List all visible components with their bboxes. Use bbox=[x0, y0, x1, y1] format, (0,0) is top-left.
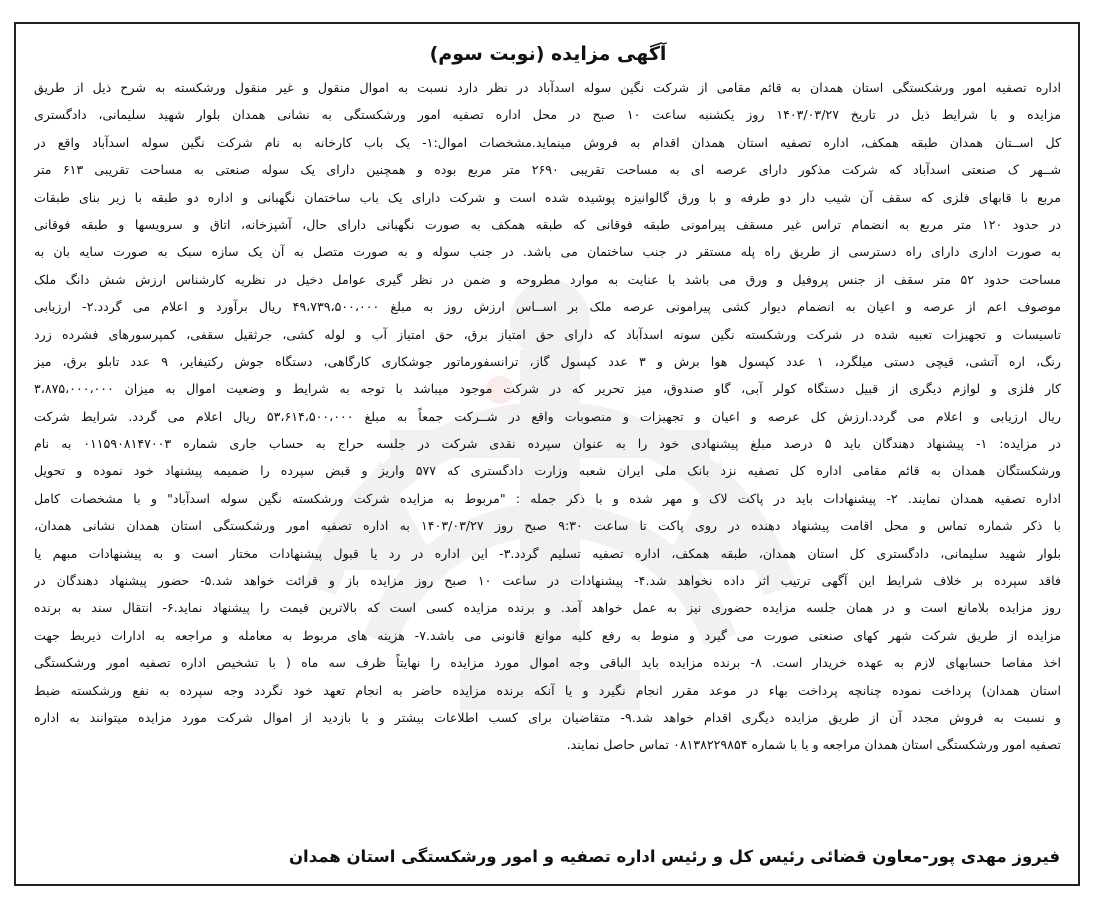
notice-line: مربع با قابهای فلزی که سقف آن شیب دار دو طرفه و با ورق گالوانیزه پوشیده شده است و شرکت دارای یک باب ساختمان نگهبانی و اداره دو طبقه با زیر بنای طبقات bbox=[34, 189, 1061, 205]
notice-line: روز مزایده بلامانع است و در همان جلسه مزایده حضوری نیز به عمل خواهد آمد. و برنده مزایده کسی است که بالاترین قیمت را پیشنهاد نماید.۶- انتقال سند به برنده bbox=[34, 600, 1061, 616]
notice-line: کل اســتان همدان طبقه همکف، اداره تصفیه استان همدان اقدام به فروش مینماید.مشخصات اموال:۱- یک باب کارخانه به نام شرکت نگین سوله اسدآباد واقع در bbox=[34, 134, 1061, 150]
notice-line: در حدود ۱۲۰ متر مربع به انضمام تراس غیر مسقف پیرامونی طبقه فوقانی که طبقه همکف به صورت نگهبانی دارای حال، آشپزخانه، اتاق و سرویسها و طبقه فوقانی bbox=[34, 216, 1061, 232]
notice-signature: فیروز مهدی پور-معاون قضائی رئیس کل و رئیس اداره تصفیه و امور ورشکستگی استان همدان bbox=[288, 847, 1060, 866]
notice-line: اداره تصفیه امور ورشکستگی استان همدان به قائم مقامی از شرکت نگین سوله اسدآباد در نظر دارد نسبت به اموال منقول و غیر منقول ورشکسته به شرح ذیل از طریق bbox=[34, 80, 1061, 95]
notice-line: شــهر ک صنعتی اسدآباد که شرکت مذکور دارای عرصه ای به مساحت تقریبی ۲۶۹۰ متر مربع بوده و همچنین دارای یک سوله صنعتی به مساحت تقریبی ۶۱۳ متر bbox=[34, 162, 1061, 178]
notice-line: به صورت اداری دارای راه دسترسی از طریق راه پله مستقر در جنب ساختمان می باشد. در جنب سوله و به صورت متصل به آن یک سازه سبک به صورت سایه بان به bbox=[34, 244, 1061, 260]
notice-line: فاقد سپرده بر خلاف شرایط این آگهی ترتیب اثر داده نخواهد شد.۴- پیشنهادات در ساعت ۱۰ صبح روز مزایده باز و قرائت خواهد شد.۵- حضور پیشنهاد دهندگان در bbox=[34, 573, 1061, 589]
notice-body bbox=[34, 74, 1061, 759]
notice-line: موصوف اعم از عرصه و اعیان به انضمام دیوار کشی پیرامونی عرصه ملک بر اســاس ارزش روز به مبلغ ۴۹،۷۳۹،۵۰۰،۰۰۰ ریال برآورد و اعلام می گردد.۲- ارزیابی bbox=[34, 299, 1061, 315]
notice-line: مزایده و با شرایط ذیل در تاریخ ۱۴۰۳/۰۳/۲۷ روز یکشنبه ساعت ۱۰ صبح در محل اداره تصفیه امور ورشکستگی به نشانی همدان بلوار شهید سلیمانی، دادگستری bbox=[34, 107, 1061, 123]
notice-title: آگهی مزایده (نوبت سوم) bbox=[429, 43, 667, 65]
notice-line: ریال ارزیابی و اعلام می گردد.ارزش کل عرصه و اعیان و تجهیزات و منصوبات واقع در شــرکت جمعاً به مبلغ ۵۳،۶۱۴،۵۰۰،۰۰۰ ریال اعلام می گردد. شرایط شرکت bbox=[34, 408, 1061, 424]
notice-line: کار فلزی و لوازم دیگری از قبیل دستگاه کولر آبی، گاو صندوق، میز تحریر که در شرکت موجود میباشد با توجه به شرایط و وضعیت اموال به میزان ۳،۸۷۵،۰۰۰،۰۰۰ bbox=[34, 381, 1061, 397]
notice-line: بلوار شهید سلیمانی، دادگستری کل استان همدان، طبقه همکف، اداره تصفیه تسلیم گردد.۳- این اداره در رد یا قبول پیشنهادات مختار است و به پیشنهادات مبهم یا bbox=[34, 545, 1061, 561]
notice-line: تاسیسات و تجهیزات تعبیه شده در شرکت ورشکسته نگین سونه اسدآباد که دارای حق امتیاز برق، حق امتیاز آب و لوله کشی، جرثقیل سقفی، کمپرسورهای فشرده زرد bbox=[34, 326, 1061, 342]
notice-line: با ذکر شماره تماس و محل اقامت پیشنهاد دهنده در روی پاکت تا ساعت ۹:۳۰ صبح روز ۱۴۰۳/۰۳/۲۷ به اداره تصفیه امور ورشکستگی استان همدان نشانی همدان، bbox=[34, 518, 1061, 534]
notice-line: اخذ مفاصا حسابهای لازم به عهده خریدار است. ۸- برنده مزایده باید الباقی وجه اموال مورد مزایده را نهایتاً ظرف سه ماه ( با تشخیص اداره تصفیه امور ورشکستگی bbox=[34, 655, 1061, 671]
notice-line: ورشکستگان همدان به قائم مقامی اداره کل تصفیه نزد بانک ملی ایران شعبه وزارت دادگستری که ۵۷۷ واریز و قبض سپرده را ضمیمه پیشنهاد خود نموده و تحویل bbox=[34, 463, 1061, 479]
notice-line: رنگ، اره آتشی، قیچی دستی میلگرد، ۱ عدد کپسول هوا برش و ۳ عدد کپسول گاز، ترانسفورماتور جوشکاری کارگاهی، دستگاه جوش رکتیفایر، ۹ عدد تابلو برق، میز bbox=[34, 353, 1061, 369]
notice-line: اداره تصفیه همدان نمایند. ۲- پیشنهادات باید در پاکت لاک و مهر شده و با ذکر جمله : "مربوط به مزایده شرکت ورشکسته نگین سوله اسدآباد" و با مشخصات کامل bbox=[34, 490, 1061, 506]
notice-line: در مزایده: ۱- پیشنهاد دهندگان باید ۵ درصد مبلغ پیشنهادی خود را به عنوان سپرده نقدی شرکت در جلسه حراج به حساب جاری شماره ۰۱۱۵۹۰۸۱۴۷۰۰۳ به نام bbox=[34, 436, 1061, 452]
notice-line: تصفیه امور ورشکستگی استان همدان مراجعه و یا با شماره ۰۸۱۳۸۲۲۹۸۵۴ تماس حاصل نمایند. bbox=[566, 737, 1061, 753]
notice-line: استان همدان) پرداخت نموده چنانچه پرداخت بهاء در موعد مقرر انجام نگیرد و یا آنکه برنده مزایده حاضر به انجام تعهد خود نگردد وجه سپرده به نفع ورشکسته ضبط bbox=[34, 682, 1061, 698]
notice-line: و نسبت به فروش مجدد آن از طریق مزایده دیگری اقدام خواهد شد.۹- متقاضیان برای کسب اطلاعات بیشتر و یا بازدید از اموال شرکت مورد مزایده میتوانند به اداره bbox=[34, 709, 1061, 725]
notice-line: مساحت حدود ۵۲ متر سقف از جنس پروفیل و ورق می باشد با عنایت به موارد مطروحه و ضمن در نظر گیری عوامل دخیل در نظریه کارشناس ارزش شش دانگ ملک bbox=[34, 271, 1061, 287]
notice-line: مزایده از طریق شرکت شهر کهای صنعتی صورت می گیرد و منوط به رفع کلیه موانع قانونی می باشد.۷- هزینه های مربوط به معامله و مراجعه به ادارات ذیربط جهت bbox=[34, 627, 1061, 643]
